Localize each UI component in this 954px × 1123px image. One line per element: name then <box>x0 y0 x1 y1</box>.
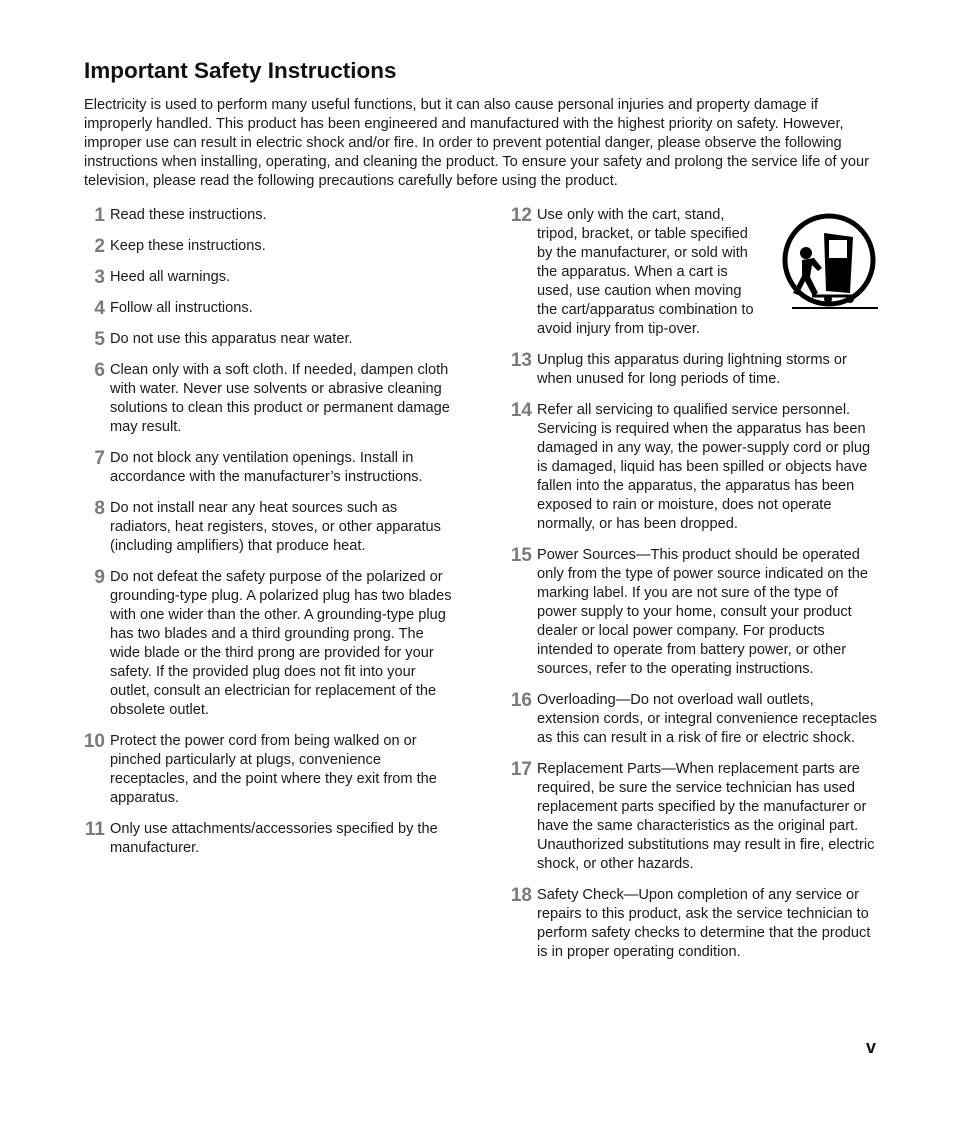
item-text: Replacement Parts—When replacement parts are required, be sure the service technician has used replacement parts specified by the manufacturer or have the same characteristics as the original part. Unauthorized substitutions may result in fire, electric shock, or other hazards. <box>537 761 875 872</box>
item-number: 14 <box>510 400 532 421</box>
item-number: 7 <box>94 448 105 469</box>
instruction-item <box>507 401 879 534</box>
instruction-item <box>507 886 879 962</box>
item-text: Refer all servicing to qualified service personnel. Servicing is required when the apparatus has been damaged in any way, the power-supply cord or plug is damaged, liquid has been spilled or objects have fallen into the apparatus, the apparatus has been exposed to rain or moisture, does not operate normally, or has been dropped. <box>537 402 871 532</box>
instruction-item <box>507 760 879 874</box>
instruction-item <box>80 820 452 858</box>
instruction-item <box>80 206 452 225</box>
item-number: 1 <box>94 205 105 226</box>
item-number: 16 <box>510 690 532 711</box>
item-text: Use only with the cart, stand, tripod, bracket, or table specified by the manufacturer, or sold with the apparatus. When a cart is used, use caution when moving the cart/apparatus combination to avoid injury from tip-over. <box>537 207 754 337</box>
instruction-item <box>80 268 452 287</box>
item-text: Heed all warnings. <box>110 269 231 285</box>
item-number: 8 <box>94 498 105 519</box>
item-number: 12 <box>510 205 532 226</box>
item-number: 6 <box>94 360 105 381</box>
instruction-item <box>80 237 452 256</box>
cart-tip-over-warning-icon <box>780 213 880 311</box>
item-text: Follow all instructions. <box>110 300 253 316</box>
item-number: 3 <box>94 267 105 288</box>
item-text: Overloading—Do not overload wall outlets, extension cords, or integral convenience receptacles as this can result in a risk of fire or electric shock. <box>537 692 877 746</box>
instruction-item <box>80 299 452 318</box>
instructions-column-left <box>80 206 452 870</box>
instruction-item <box>507 546 879 679</box>
instruction-item <box>80 361 452 437</box>
item-number: 18 <box>510 885 532 906</box>
item-number: 13 <box>510 350 532 371</box>
item-text: Keep these instructions. <box>110 238 266 254</box>
item-text: Do not install near any heat sources such as radiators, heat registers, stoves, or other apparatus (including amplifiers) that produce heat. <box>110 500 441 554</box>
item-text: Safety Check—Upon completion of any service or repairs to this product, ask the service technician to perform safety checks to determine that the product is in proper operating condition. <box>537 887 871 960</box>
instruction-item <box>80 499 452 556</box>
item-text: Do not defeat the safety purpose of the polarized or grounding-type plug. A polarized plug has two blades with one wider than the other. A grounding-type plug has two blades and a third grounding prong. The wide blade or the third prong are provided for your safety. If the provided plug does not fit into your outlet, consult an electrician for replacement of the obsolete outlet. <box>110 569 452 718</box>
item-number: 11 <box>84 819 105 840</box>
instruction-item <box>80 568 452 720</box>
instruction-item <box>80 330 452 349</box>
item-number: 9 <box>94 567 105 588</box>
item-text: Read these instructions. <box>110 207 267 223</box>
intro-paragraph: Electricity is used to perform many useful functions, but it can also cause personal injuries and property damage if improperly handled. This product has been engineered and manufactured with the highest priority on safety. However, improper use can result in electric shock and/or fire. In order to prevent potential danger, please observe the following instructions when installing, operating, and cleaning the product. To ensure your safety and prolong the service life of your television, please read the following precautions carefully before using the product. <box>84 97 870 189</box>
instruction-item <box>80 732 452 808</box>
item-number: 2 <box>94 236 105 257</box>
item-number: 10 <box>83 731 105 752</box>
item-number: 5 <box>94 329 105 350</box>
item-text: Protect the power cord from being walked on or pinched particularly at plugs, convenience receptacles, and the point where they exit from the apparatus. <box>110 733 437 806</box>
page-number: v <box>866 1037 877 1057</box>
instruction-item <box>507 351 879 389</box>
item-text: Clean only with a soft cloth. If needed, dampen cloth with water. Never use solvents or abrasive cleaning solutions to clean this product or permanent damage may result. <box>110 362 450 435</box>
instruction-item <box>507 691 879 748</box>
item-text: Do not block any ventilation openings. Install in accordance with the manufacturer’s instructions. <box>110 450 423 485</box>
item-number: 17 <box>510 759 532 780</box>
page-title: Important Safety Instructions <box>84 58 397 83</box>
item-text: Do not use this apparatus near water. <box>110 331 353 347</box>
instructions-column-right <box>507 206 879 974</box>
item-number: 4 <box>94 298 105 319</box>
instruction-item <box>80 449 452 487</box>
item-text: Unplug this apparatus during lightning storms or when unused for long periods of time. <box>537 352 847 387</box>
item-text: Power Sources—This product should be operated only from the type of power source indicated on the marking label. If you are not sure of the type of power supply to your home, consult your product dealer or local power company. For products intended to operate from battery power, or other sources, refer to the operating instructions. <box>537 547 868 677</box>
item-text: Only use attachments/accessories specified by the manufacturer. <box>110 821 438 856</box>
item-number: 15 <box>510 545 532 566</box>
